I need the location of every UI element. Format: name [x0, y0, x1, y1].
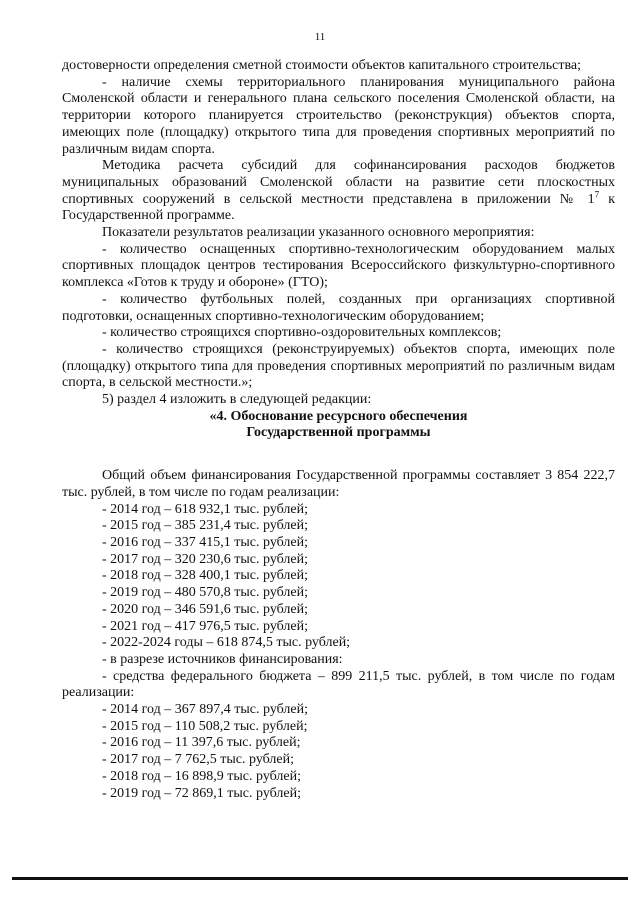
funding-year-item: - 2022-2024 годы – 618 874,5 тыс. рублей; [102, 635, 351, 651]
methodology-text: Методика расчета субсидий для софинансирования расходов бюджетов муниципальных образований Смоленской области на развитие сети плоскостных спортивных сооружений в сельской местности представлена в приложении № 1 [62, 158, 615, 207]
funding-year-item: - 2015 год – 385 231,4 тыс. рублей; [102, 518, 309, 534]
footnote-ref: 7 [594, 188, 600, 199]
section-heading-line2: Государственной программы [246, 425, 431, 441]
indicator-football-fields: - количество футбольных полей, созданных при организациях спортивной подготовки, оснащенных спортивно-технологическим оборудованием; [62, 291, 615, 324]
funding-year-item: - 2019 год – 480 570,8 тыс. рублей; [102, 585, 309, 601]
funding-year-item: - 2020 год – 346 591,6 тыс. рублей; [102, 601, 309, 617]
indicator-gto-sites: - количество оснащенных спортивно-технологическим оборудованием малых спортивных площадок центров тестирования Всероссийского физкультурно-спортивного комплекса «Готов к труду и обороне» (ГТО); [62, 241, 615, 291]
section-heading-line1: «4. Обоснование ресурсного обеспечения [209, 408, 468, 424]
federal-year-item: - 2018 год – 16 898,9 тыс. рублей; [102, 768, 302, 784]
funding-year-item: - 2016 год – 337 415,1 тыс. рублей; [102, 534, 309, 550]
methodology-text-end: к Государственной программе. [62, 191, 615, 224]
funding-year-item: - 2017 год – 320 230,6 тыс. рублей; [102, 551, 309, 567]
footer-divider [12, 877, 628, 880]
funding-year-item: - 2014 год – 618 932,1 тыс. рублей; [102, 501, 309, 517]
paragraph-section-4-instruction: 5) раздел 4 изложить в следующей редакции: [102, 392, 372, 408]
federal-year-item: - 2019 год – 72 869,1 тыс. рублей; [102, 785, 302, 801]
funding-years-list [62, 502, 615, 652]
funding-sources-intro: - в разрезе источников финансирования: [102, 651, 343, 667]
federal-year-item: - 2015 год – 110 508,2 тыс. рублей; [102, 718, 308, 734]
paragraph-indicators-intro: Показатели результатов реализации указанного основного мероприятия: [102, 225, 535, 241]
document-body [62, 58, 615, 802]
paragraph-continuation: достоверности определения сметной стоимости объектов капитального строительства; [62, 58, 582, 73]
federal-budget-total: - средства федерального бюджета – 899 211,5 тыс. рублей, в том числе по годам реализации: [62, 668, 615, 701]
indicator-rural-sports-objects: - количество строящихся (реконструируемых) объектов спорта, имеющих поле (площадку) открытого типа для проведения спортивных мероприятий по различным видам спорта, в сельской местности.»; [62, 341, 615, 391]
federal-years-list [62, 702, 615, 802]
federal-year-item: - 2014 год – 367 897,4 тыс. рублей; [102, 702, 309, 718]
funding-total: Общий объем финансирования Государственной программы составляет 3 854 222,7 тыс. рублей, в том числе по годам реализации: [62, 468, 615, 500]
paragraph-territorial-plan: - наличие схемы территориального планирования муниципального района Смоленской области и генерального плана сельского поселения Смоленской области, на территории которого планируется строительство (реконструкция) объектов спорта, имеющих поле (площадку) открытого типа для проведения спортивных мероприятий по различным видам спорта. [62, 74, 615, 157]
federal-year-item: - 2016 год – 11 397,6 тыс. рублей; [102, 735, 301, 751]
federal-year-item: - 2017 год – 7 762,5 тыс. рублей; [102, 752, 295, 768]
funding-year-item: - 2018 год – 328 400,1 тыс. рублей; [102, 568, 309, 584]
indicator-sports-complexes: - количество строящихся спортивно-оздоровительных комплексов; [102, 325, 502, 341]
funding-year-item: - 2021 год – 417 976,5 тыс. рублей; [102, 618, 309, 634]
page-number: 11 [314, 31, 326, 43]
paragraph-methodology [62, 158, 615, 225]
